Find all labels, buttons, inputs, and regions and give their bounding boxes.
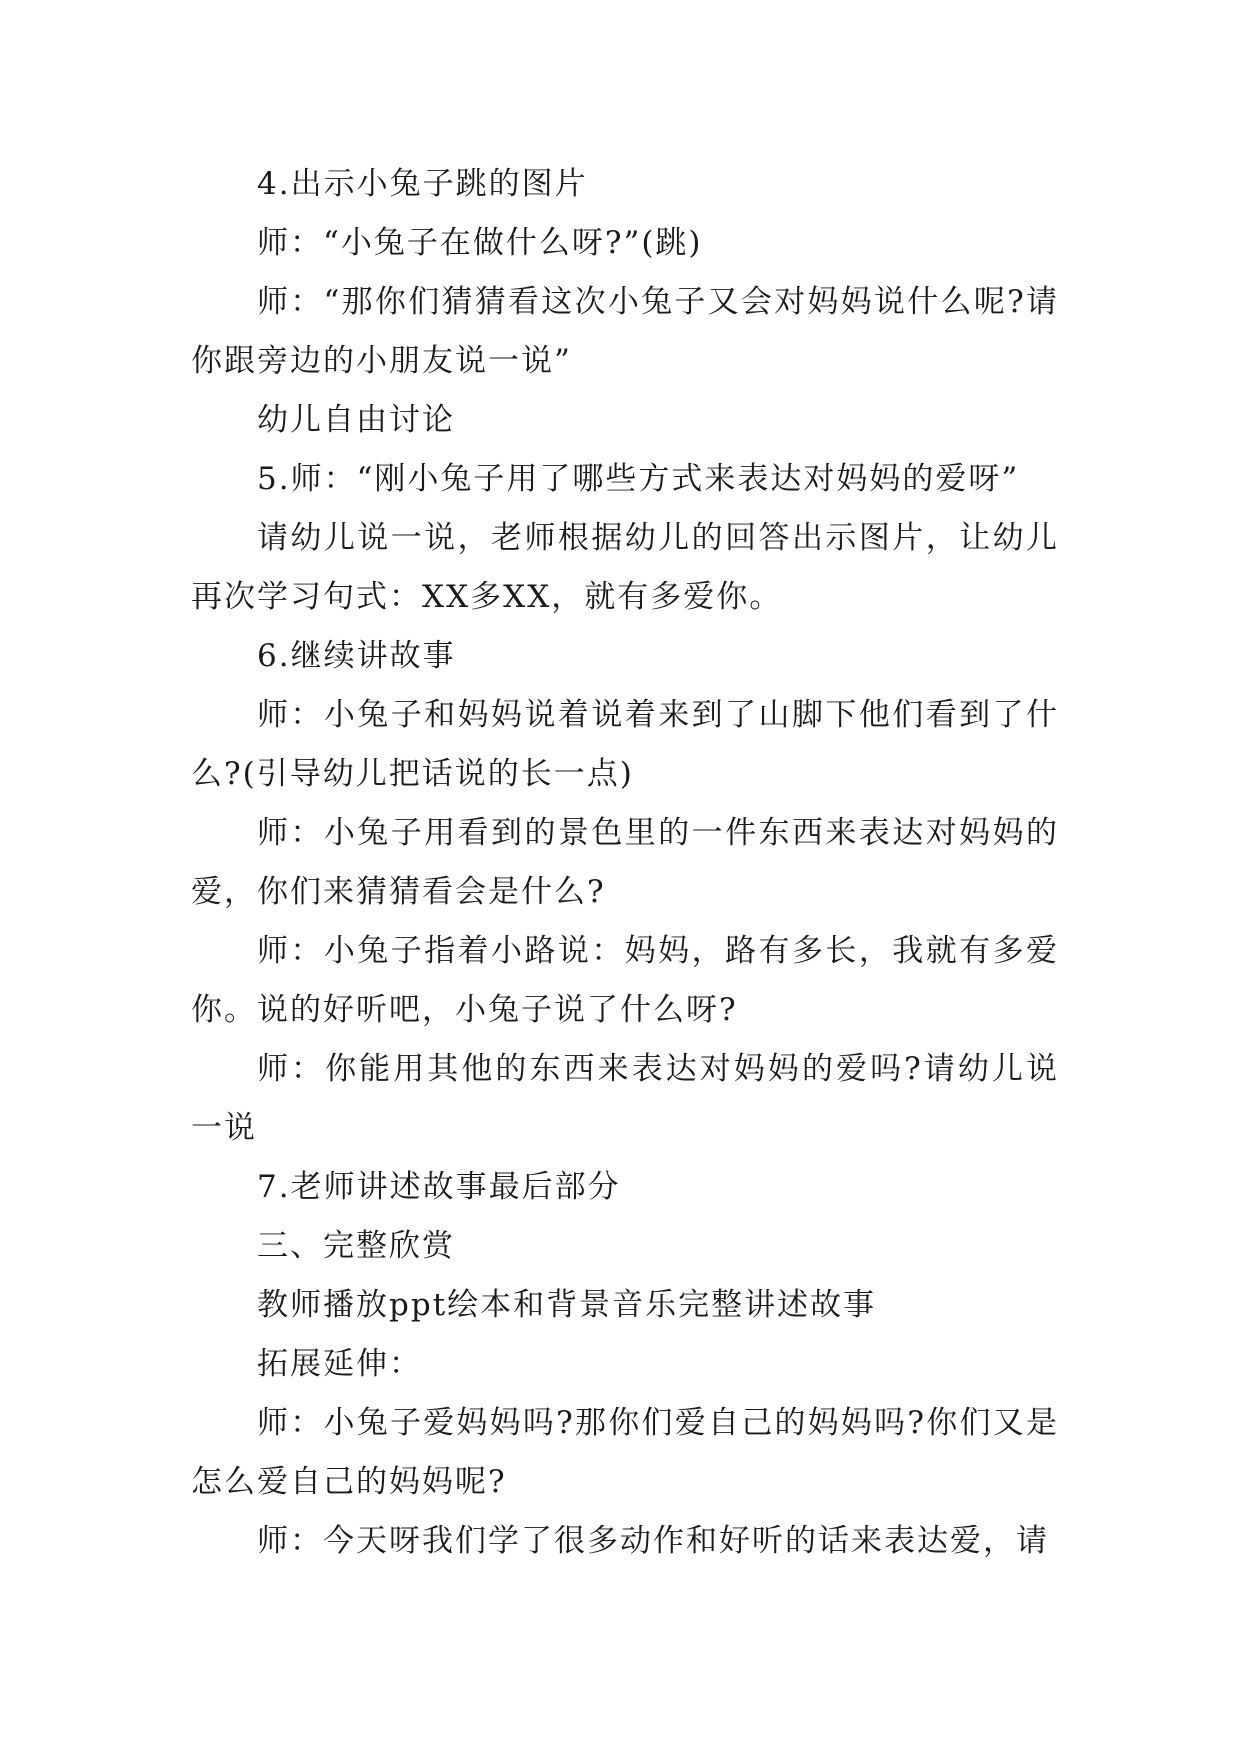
- paragraph-ppt-story: 教师播放ppt绘本和背景音乐完整讲述故事: [257, 1287, 877, 1323]
- paragraph-teacher-guess: 师：“那你们猜猜看这次小兔子又会对妈妈说什么呢?请你跟旁边的小朋友说一说”: [191, 284, 1059, 379]
- document-body: [191, 155, 1059, 1571]
- paragraph-free-discussion: 幼儿自由讨论: [257, 402, 455, 438]
- paragraph-step-5: 5.师：“刚小兔子用了哪些方式来表达对妈妈的爱呀”: [257, 461, 1020, 497]
- paragraph-teacher-other-things: 师：你能用其他的东西来表达对妈妈的爱吗?请幼儿说一说: [191, 1051, 1059, 1146]
- paragraph-teacher-road: 师：小兔子指着小路说：妈妈，路有多长，我就有多爱你。说的好听吧，小兔子说了什么呀?: [191, 933, 1059, 1028]
- paragraph-step-7: 7.老师讲述故事最后部分: [257, 1169, 621, 1205]
- paragraph-step-6: 6.继续讲故事: [257, 638, 456, 674]
- paragraph-teacher-scenery: 师：小兔子用看到的景色里的一件东西来表达对妈妈的爱，你们来猜猜看会是什么?: [191, 815, 1059, 910]
- paragraph-teacher-love-mom: 师：小兔子爱妈妈吗?那你们爱自己的妈妈吗?你们又是怎么爱自己的妈妈呢?: [191, 1405, 1059, 1500]
- paragraph-teacher-summary: 师：今天呀我们学了很多动作和好听的话来表达爱，请: [257, 1523, 1049, 1559]
- paragraph-step-4: 4.出示小兔子跳的图片: [257, 166, 588, 202]
- paragraph-teacher-question-jump: 师：“小兔子在做什么呀?”(跳): [257, 225, 703, 261]
- paragraph-sentence-pattern: 请幼儿说一说，老师根据幼儿的回答出示图片，让幼儿再次学习句式：XX多XX，就有多爱你。: [191, 520, 1059, 615]
- section-heading-appreciation: 三、完整欣赏: [257, 1228, 455, 1264]
- paragraph-extension: 拓展延伸：: [257, 1346, 422, 1382]
- paragraph-teacher-mountain: 师：小兔子和妈妈说着说着来到了山脚下他们看到了什么?(引导幼儿把话说的长一点): [191, 697, 1059, 792]
